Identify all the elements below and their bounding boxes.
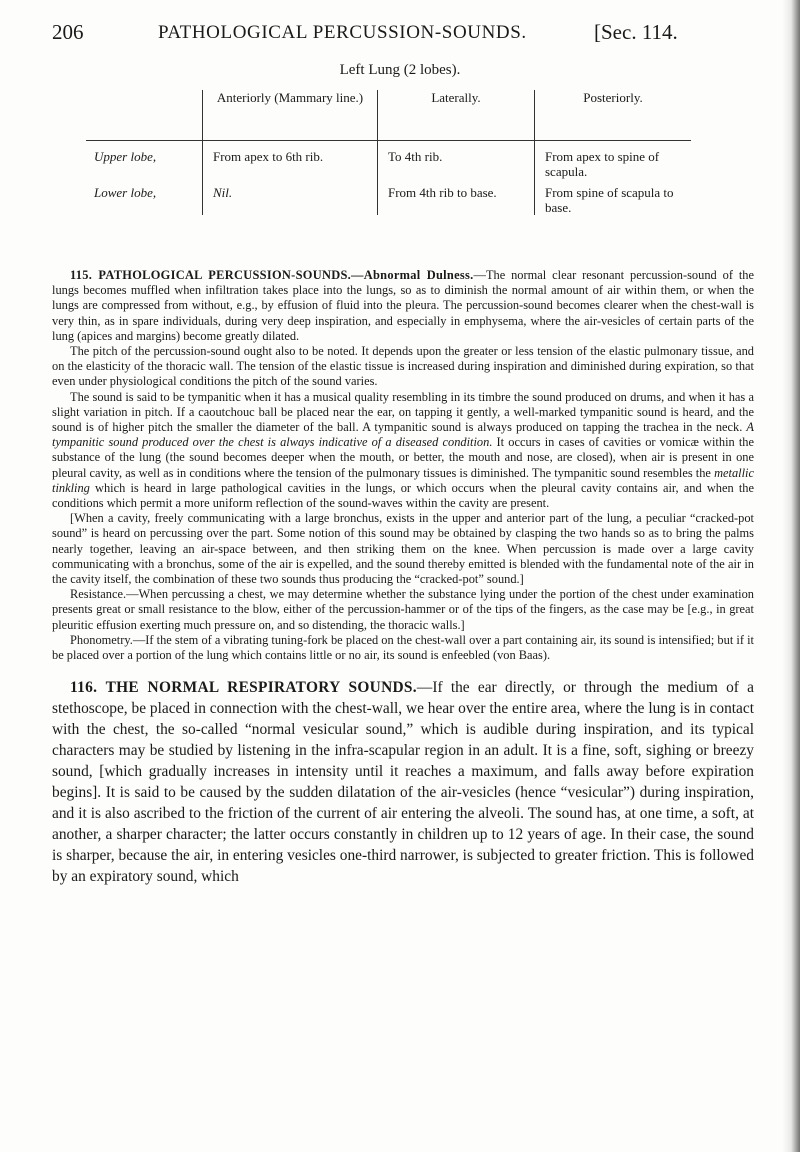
lateral-cell: To 4th rib.: [378, 141, 535, 180]
binding-shadow: [782, 0, 800, 1152]
paragraph-text: which is heard in large pathological cavities in the lungs, or which occurs when the pleural cavity contains air, and when the conditions which permit a more uniform reflection of the sound-waves within the cavity are present.: [52, 480, 754, 511]
paragraph-text: —If the ear directly, or through the medium of a stethoscope, be placed in connection with the chest-wall, we hear over the entire area, where the lung is in contact with the chest, the so-called “normal vesicular sound,” which is audible during inspiration, and its typical characters may be studied by listening in the infra-scapular region in an adult. It is a fine, soft, sighing or breezy sound, [which gradually increases in intensity until it reaches a maximum, and falls away before expiration begins]. It is said to be caused by the sudden dilatation of the air-vesicles (hence “vesicular”) during inspiration, and it is also ascribed to the friction of the current of air entering the alveoli. The sound has, at one time, a soft, at another, a sharper character; the latter occurs constantly in children up to 12 years of age. In their case, the sound is sharper, because the air, in entering vesicles one-third narrower, is subjected to greater friction. This is followed by an expiratory sound, which: [52, 679, 755, 886]
emphasis-text: metallic tinkling: [52, 465, 754, 495]
posterior-cell: From apex to spine of scapula.: [545, 149, 660, 179]
lobe-cell: Upper lobe,: [86, 141, 203, 180]
paragraph-cracked-pot: [When a cavity, freely communicating with a large bronchus, exists in the upper and anterior part of the lung, a peculiar “cracked-pot sound” is heard on percussing over the part. Some notion of this sound may be obtained by clasping the two hands so as to bring the palms nearly together, leaving an air-space between, and then striking them on the knee. When percussion is made over a large cavity communicating with a bronchus, some of the air is expelled, and the sound thereby emitted is blended with the fundamental note of the air in the cavity itself, the combination of these two sounds thus producing the “cracked-pot” sound.]: [52, 511, 754, 587]
section-115-heading: 115. PATHOLOGICAL PERCUSSION-SOUNDS.—Abnormal Dulness.: [70, 268, 474, 282]
posterior-cell: From spine of scapula to base.: [545, 185, 674, 215]
anterior-cell: [203, 179, 378, 215]
header-cell-anteriorly: Anteriorly (Mammary line.): [203, 90, 378, 141]
paragraph-tympanitic: [52, 390, 754, 512]
paragraph-text: —The normal clear resonant percussion-sound of the lungs becomes muffled when infiltration takes place into the lungs, so as to diminish the normal amount of air within them, or when the lungs are compressed from without, e.g., by effusion of fluid into the pleura. The percussion-sound becomes clearer when the chest-wall is very thin, as in spare individuals, during very deep inspiration, and especially in emphysema, where the air-vesicles of certain parts of the lung (apices and margins) become greatly dilated.: [52, 268, 755, 343]
paragraph-pitch: The pitch of the percussion-sound ought also to be noted. It depends upon the greater or less tension of the elastic pulmonary tissue, and on the elasticity of the thoracic wall. The tension of the elastic tissue is increased during inspiration and diminished during expiration, so that even under physiological conditions the pitch of the sound varies.: [52, 344, 754, 389]
header-cell-blank: [86, 90, 203, 141]
nil-value: Nil.: [213, 185, 233, 200]
anterior-cell: From apex to 6th rib.: [203, 141, 378, 180]
paragraph-normal-respiratory-sounds: [52, 677, 754, 887]
paragraph-text: The sound is said to be tympanitic when it has a musical quality resembling in its timbre the sound produced on drums, and when it has a slight variation in pitch. If a caoutchouc ball be placed near the ear, on tapping it gently, a well-marked tympanitic sound is heard, and the sound is of higher pitch the smaller the diameter of the ball. A tympanitic sound is always produced on tapping the trachea in the neck.: [52, 389, 754, 435]
running-header: [52, 20, 752, 50]
emphasis-text: A tympanitic sound produced over the chest is always indicative of a diseased condition.: [52, 420, 754, 450]
paragraph-abnormal-dulness: [52, 268, 754, 344]
table-caption: Left Lung (2 lobes).: [339, 62, 461, 78]
lateral-cell: From 4th rib to base.: [378, 179, 535, 215]
header-cell-posteriorly: Posteriorly.: [535, 90, 692, 141]
header-cell-laterally: Laterally.: [378, 90, 535, 141]
table-header-row: [86, 90, 691, 141]
table-row: [86, 141, 691, 180]
lobe-cell: Lower lobe,: [86, 179, 203, 215]
running-title: PATHOLOGICAL PERCUSSION-SOUNDS.: [158, 22, 527, 43]
section-116-heading: 116. THE NORMAL RESPIRATORY SOUNDS.: [70, 679, 417, 697]
table-row: [86, 179, 691, 215]
lung-lobes-table: [86, 90, 691, 215]
paragraph-phonometry: Phonometry.—If the stem of a vibrating tuning-fork be placed on the chest-wall over a part containing air, its sound is intensified; but if it be placed over a portion of the lung which contains little or no air, its sound is enfeebled (von Baas).: [52, 632, 754, 663]
body-text: [52, 268, 754, 887]
section-reference: [Sec. 114.: [594, 20, 678, 44]
paragraph-text: It occurs in cases of cavities or vomicæ within the substance of the lung (the sound becomes deeper when the mouth, or better, the mouth and nose, are closed), when air is present in one pleural cavity, as well as in conditions where the tension of the pulmonary tissues is diminished. The tympanitic sound resembles the: [52, 435, 754, 480]
page-number: 206: [52, 20, 84, 44]
paragraph-resistance: Resistance.—When percussing a chest, we may determine whether the substance lying under the portion of the chest under examination presents great or small resistance to the blow, either of the percussion-hammer or of the tips of the fingers, as the case may be [e.g., in great pleuritic effusion exerting much pressure on, and so distending, the thoracic walls.]: [52, 587, 754, 632]
